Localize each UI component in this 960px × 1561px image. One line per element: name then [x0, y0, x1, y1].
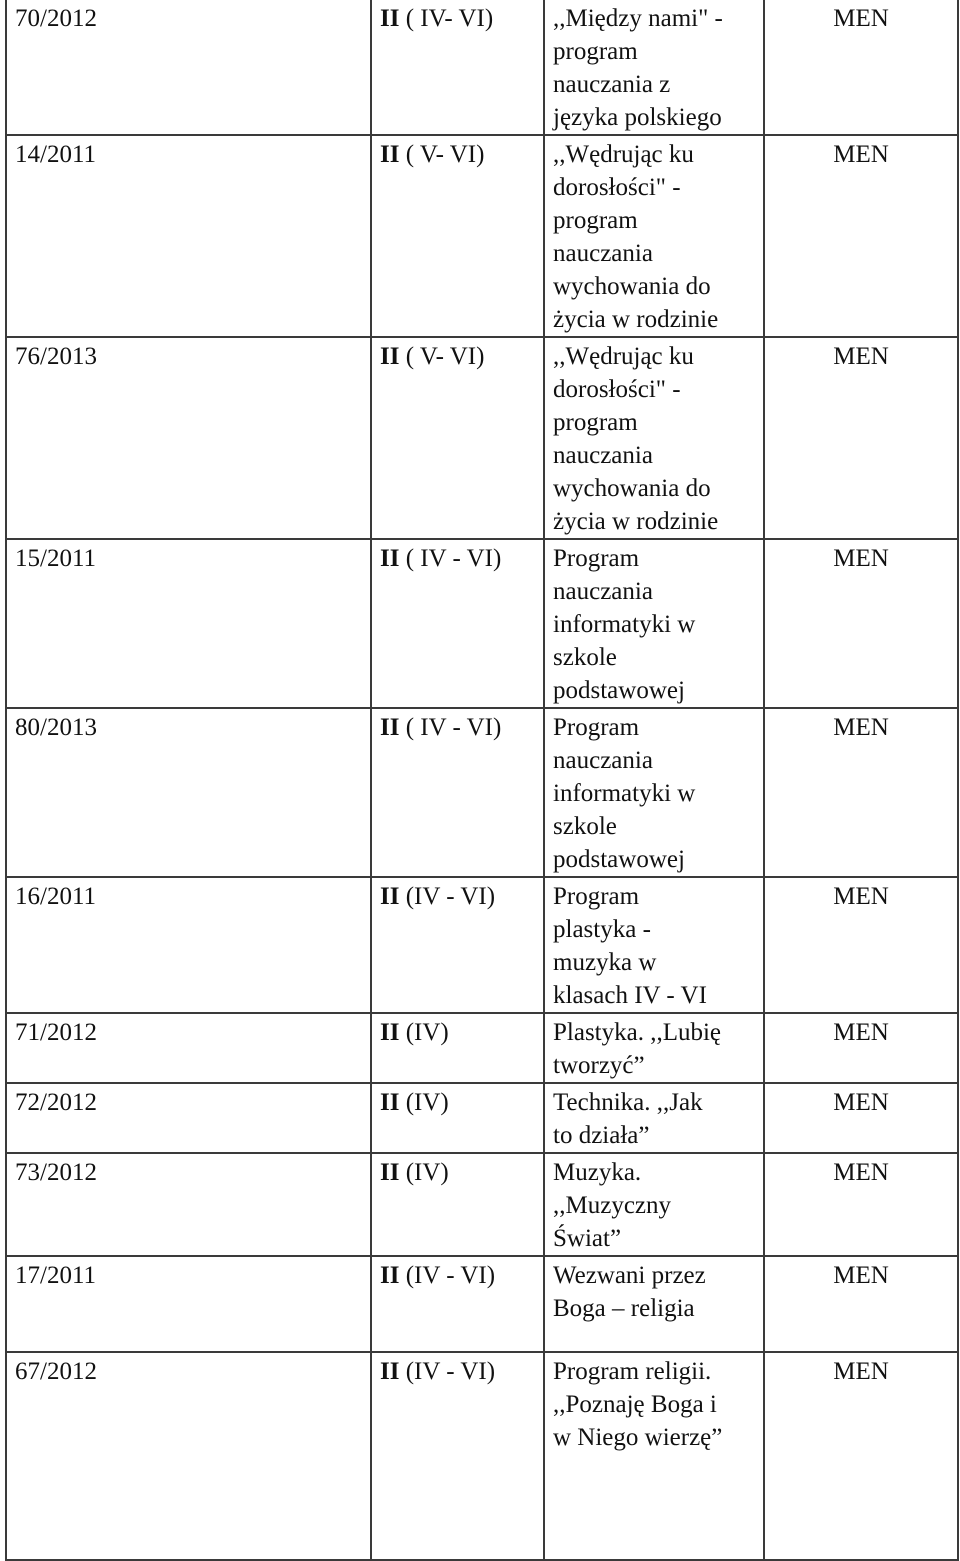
approver-cell: MEN	[764, 0, 958, 135]
program-title-cell: ,,Wędrując ku dorosłości" - program nauczania wychowania do życia w rodzinie	[544, 337, 764, 539]
program-number-cell: 80/2013	[6, 708, 371, 877]
table-row	[6, 135, 958, 337]
program-number-cell: 76/2013	[6, 337, 371, 539]
class-range: (IV)	[399, 1089, 449, 1116]
class-range: (IV - VI)	[399, 883, 496, 910]
program-number-cell: 17/2011	[6, 1256, 371, 1352]
class-cell	[371, 337, 544, 539]
program-number-cell: 71/2012	[6, 1013, 371, 1083]
approver-cell: MEN	[764, 877, 958, 1013]
approver-cell: MEN	[764, 1352, 958, 1560]
program-title-cell: Program nauczania informatyki w szkole podstawowej	[544, 708, 764, 877]
approver-cell: MEN	[764, 1013, 958, 1083]
approver-cell: MEN	[764, 708, 958, 877]
program-title-cell: Plastyka. ,,Lubię tworzyć”	[544, 1013, 764, 1083]
approver-cell: MEN	[764, 1256, 958, 1352]
table-row	[6, 1013, 958, 1083]
class-cell	[371, 539, 544, 708]
program-title-cell: Wezwani przez Boga – religia	[544, 1256, 764, 1352]
class-cell	[371, 1352, 544, 1560]
class-range: ( V- VI)	[399, 141, 485, 168]
stage-roman: II	[380, 5, 400, 32]
table-row	[6, 877, 958, 1013]
class-cell	[371, 708, 544, 877]
programs-table-body	[6, 0, 958, 1560]
class-range: ( IV - VI)	[399, 545, 502, 572]
class-cell	[371, 135, 544, 337]
program-title-cell: Program nauczania informatyki w szkole podstawowej	[544, 539, 764, 708]
program-number-cell: 16/2011	[6, 877, 371, 1013]
program-number-cell: 70/2012	[6, 0, 371, 135]
table-row	[6, 1083, 958, 1153]
class-cell	[371, 1153, 544, 1256]
program-title-cell: ,,Między nami" - program nauczania z języka polskiego	[544, 0, 764, 135]
program-number-cell: 14/2011	[6, 135, 371, 337]
program-number-cell: 72/2012	[6, 1083, 371, 1153]
approver-cell: MEN	[764, 135, 958, 337]
table-row	[6, 539, 958, 708]
table-row	[6, 337, 958, 539]
stage-roman: II	[380, 1262, 400, 1289]
table-row	[6, 708, 958, 877]
approver-cell: MEN	[764, 337, 958, 539]
table-row	[6, 0, 958, 135]
approver-cell: MEN	[764, 1083, 958, 1153]
table-row	[6, 1256, 958, 1352]
stage-roman: II	[380, 883, 400, 910]
class-range: (IV)	[399, 1159, 449, 1186]
program-title-cell: ,,Wędrując ku dorosłości" - program nauczania wychowania do życia w rodzinie	[544, 135, 764, 337]
class-cell	[371, 1013, 544, 1083]
program-number-cell: 73/2012	[6, 1153, 371, 1256]
table-row	[6, 1352, 958, 1560]
class-range: (IV - VI)	[399, 1358, 496, 1385]
stage-roman: II	[380, 141, 400, 168]
stage-roman: II	[380, 1089, 400, 1116]
program-number-cell: 15/2011	[6, 539, 371, 708]
stage-roman: II	[380, 714, 400, 741]
stage-roman: II	[380, 1019, 400, 1046]
program-title-cell: Technika. ,,Jak to działa”	[544, 1083, 764, 1153]
stage-roman: II	[380, 545, 400, 572]
program-title-cell: Program religii. ,,Poznaję Boga i w Niego wierzę”	[544, 1352, 764, 1560]
class-range: (IV)	[399, 1019, 449, 1046]
class-cell	[371, 0, 544, 135]
class-range: (IV - VI)	[399, 1262, 496, 1289]
programs-table	[5, 0, 959, 1561]
approver-cell: MEN	[764, 539, 958, 708]
class-range: ( IV - VI)	[399, 714, 502, 741]
stage-roman: II	[380, 1159, 400, 1186]
table-row	[6, 1153, 958, 1256]
stage-roman: II	[380, 343, 400, 370]
class-cell	[371, 877, 544, 1013]
class-cell	[371, 1083, 544, 1153]
program-number-cell: 67/2012	[6, 1352, 371, 1560]
class-cell	[371, 1256, 544, 1352]
program-title-cell: Muzyka. ,,Muzyczny Świat”	[544, 1153, 764, 1256]
approver-cell: MEN	[764, 1153, 958, 1256]
class-range: ( V- VI)	[399, 343, 485, 370]
stage-roman: II	[380, 1358, 400, 1385]
program-title-cell: Program plastyka - muzyka w klasach IV - VI	[544, 877, 764, 1013]
class-range: ( IV- VI)	[399, 5, 494, 32]
